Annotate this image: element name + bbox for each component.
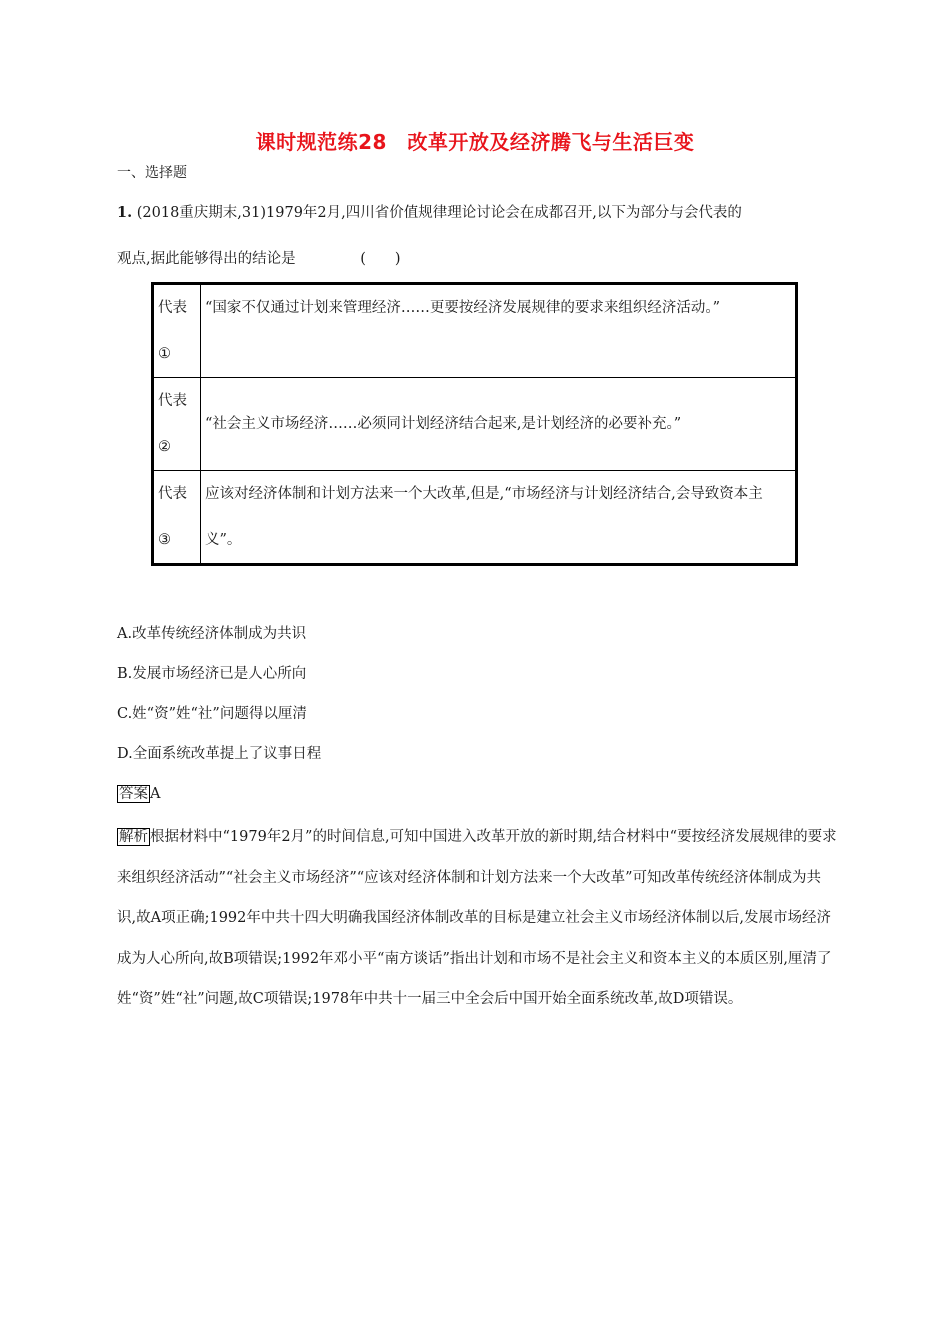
explanation: [117, 817, 837, 1020]
question-stem-text-2: 观点,据此能够得出的结论是: [117, 251, 296, 267]
representative-label: 代表 ③: [153, 471, 201, 565]
answer-value: A: [150, 786, 161, 802]
question-stem-text: (2018重庆期末,31)1979年2月,四川省价值规律理论讨论会在成都召开,以下为部分与会代表的: [136, 205, 742, 221]
answer-blank: ( ): [360, 251, 401, 267]
page-title: 课时规范练28 改革开放及经济腾飞与生活巨变: [255, 130, 695, 154]
option-c: C.姓“资”姓“社”问题得以厘清: [117, 706, 307, 722]
table-row: [153, 471, 797, 565]
representative-quote: “社会主义市场经济……必须同计划经济结合起来,是计划经济的必要补充。”: [201, 378, 797, 471]
answer-label: 答案: [119, 786, 148, 802]
representative-quote: 应该对经济体制和计划方法来一个大改革,但是,“市场经济与计划经济结合,会导致资本主义”。: [201, 471, 797, 565]
quotes-table: [151, 282, 798, 566]
question-stem-line1: [117, 201, 742, 222]
section-heading: 一、选择题: [117, 165, 187, 181]
representative-quote: “国家不仅通过计划来管理经济……更要按经济发展规律的要求来组织经济活动。”: [201, 284, 797, 378]
answer-line: [117, 782, 160, 803]
option-b: B.发展市场经济已是人心所向: [117, 666, 307, 682]
option-a: A.改革传统经济体制成为共识: [117, 626, 307, 642]
question-stem-line2: [117, 247, 401, 268]
explanation-text: 根据材料中“1979年2月”的时间信息,可知中国进入改革开放的新时期,结合材料中“要按经济发展规律的要求来组织经济活动”“社会主义市场经济”“应该对经济体制和计划方法来一个大改革”可知改革传统经济体制成为共识,故A项正确;1992年中共十四大明确我国经济体制改革的目标是建立社会主义市场经济体制以后,发展市场经济成为人心所向,故B项错误;1992年邓小平“南方谈话”指出计划和市场不是社会主义和资本主义的本质区别,厘清了姓“资”姓“社”问题,故C项错误;1978年中共十一届三中全会后中国开始全面系统改革,故D项错误。: [117, 829, 837, 1007]
explanation-label: 解析: [119, 829, 148, 845]
option-d: D.全面系统改革提上了议事日程: [117, 746, 322, 762]
representative-label: 代表 ①: [153, 284, 201, 378]
table-row: [153, 284, 797, 378]
representative-label: 代表 ②: [153, 378, 201, 471]
table-row: [153, 378, 797, 471]
question-number: 1.: [117, 204, 133, 221]
